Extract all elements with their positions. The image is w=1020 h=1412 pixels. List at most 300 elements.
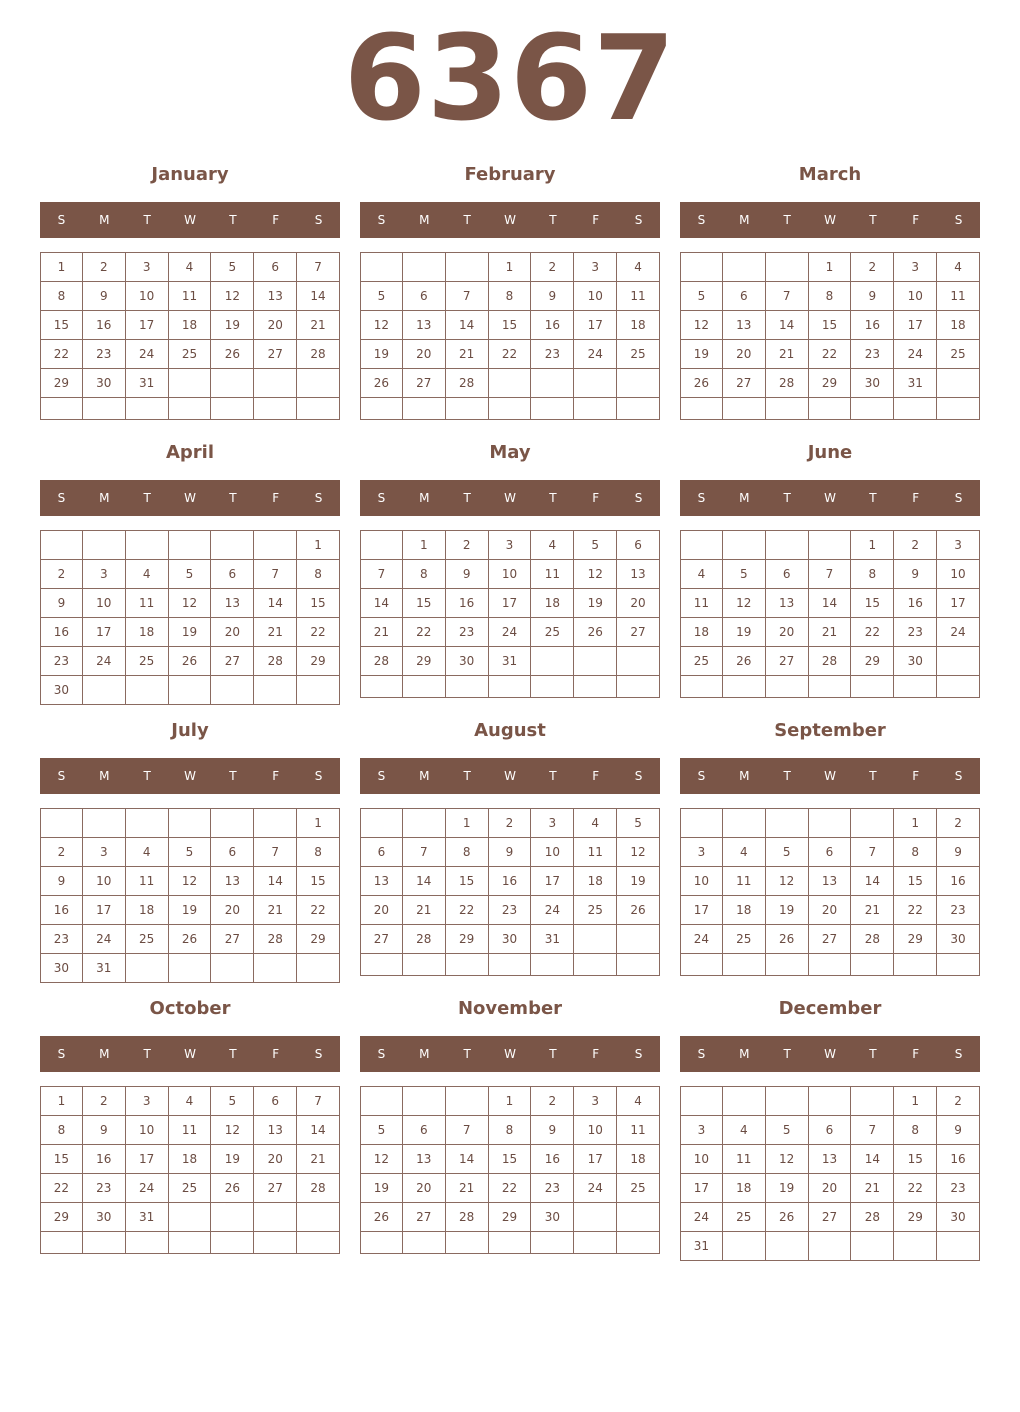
day-cell: 28 <box>851 1203 894 1232</box>
empty-day-cell <box>40 1232 83 1254</box>
day-cell: 19 <box>766 1174 809 1203</box>
empty-day-cell <box>297 398 340 420</box>
day-grid <box>680 252 980 420</box>
day-cell: 7 <box>809 560 852 589</box>
empty-day-cell <box>446 954 489 976</box>
day-cell: 20 <box>403 1174 446 1203</box>
day-cell: 4 <box>574 808 617 838</box>
day-cell: 30 <box>894 647 937 676</box>
weekday-label: S <box>314 769 323 783</box>
day-cell: 24 <box>126 340 169 369</box>
weekday-label: W <box>184 491 196 505</box>
day-grid <box>40 808 340 976</box>
empty-day-cell <box>617 925 660 954</box>
empty-day-cell <box>851 398 894 420</box>
day-cell: 12 <box>211 282 254 311</box>
empty-day-cell <box>531 676 574 698</box>
day-cell: 29 <box>809 369 852 398</box>
day-cell: 7 <box>851 838 894 867</box>
day-cell: 27 <box>809 1203 852 1232</box>
day-cell: 8 <box>894 1116 937 1145</box>
empty-day-cell <box>894 1232 937 1261</box>
day-cell: 28 <box>254 647 297 676</box>
empty-day-cell <box>83 676 126 705</box>
empty-day-cell <box>531 954 574 976</box>
day-cell: 15 <box>894 1145 937 1174</box>
weekday-label: S <box>57 769 66 783</box>
weekday-label: S <box>634 769 643 783</box>
empty-day-cell <box>360 954 403 976</box>
day-cell: 2 <box>489 808 532 838</box>
day-cell: 5 <box>766 1116 809 1145</box>
day-cell: 29 <box>297 647 340 676</box>
day-cell: 14 <box>446 1145 489 1174</box>
day-cell: 8 <box>403 560 446 589</box>
day-cell: 18 <box>126 618 169 647</box>
empty-day-cell <box>40 530 83 560</box>
day-cell: 5 <box>211 1086 254 1116</box>
day-cell: 17 <box>680 896 723 925</box>
day-cell: 27 <box>617 618 660 647</box>
day-cell: 25 <box>531 618 574 647</box>
weekday-header <box>40 1036 340 1072</box>
day-cell: 25 <box>126 647 169 676</box>
weekday-header <box>40 758 340 794</box>
day-cell: 15 <box>489 311 532 340</box>
weekday-label: T <box>143 769 151 783</box>
weekday-label: M <box>419 1047 430 1061</box>
empty-day-cell <box>169 676 212 705</box>
month-october <box>40 994 340 1256</box>
empty-day-cell <box>254 954 297 983</box>
day-cell: 4 <box>723 838 766 867</box>
weekday-label: S <box>377 769 386 783</box>
empty-day-cell <box>169 369 212 398</box>
day-cell: 23 <box>894 618 937 647</box>
empty-day-cell <box>617 676 660 698</box>
day-cell: 3 <box>126 252 169 282</box>
day-cell: 8 <box>489 282 532 311</box>
empty-day-cell <box>489 1232 532 1254</box>
day-cell: 12 <box>169 589 212 618</box>
day-cell: 22 <box>489 340 532 369</box>
empty-day-cell <box>83 398 126 420</box>
month-august <box>360 716 660 978</box>
weekday-label: M <box>99 1047 110 1061</box>
day-cell: 25 <box>617 1174 660 1203</box>
day-cell: 9 <box>851 282 894 311</box>
month-name: December <box>778 998 882 1019</box>
day-cell: 26 <box>574 618 617 647</box>
day-cell: 24 <box>680 925 723 954</box>
day-cell: 22 <box>851 618 894 647</box>
weekday-label: T <box>869 769 877 783</box>
day-cell: 4 <box>531 530 574 560</box>
empty-day-cell <box>40 808 83 838</box>
day-cell: 23 <box>937 1174 980 1203</box>
weekday-label: T <box>549 491 557 505</box>
day-cell: 21 <box>446 340 489 369</box>
weekday-label: T <box>229 769 237 783</box>
weekday-label: M <box>99 213 110 227</box>
empty-day-cell <box>211 808 254 838</box>
day-cell: 5 <box>169 560 212 589</box>
day-cell: 10 <box>894 282 937 311</box>
day-grid <box>40 1086 340 1254</box>
day-cell: 16 <box>531 311 574 340</box>
empty-day-cell <box>723 1232 766 1261</box>
day-cell: 4 <box>937 252 980 282</box>
day-cell: 25 <box>937 340 980 369</box>
empty-day-cell <box>126 808 169 838</box>
day-cell: 16 <box>40 896 83 925</box>
empty-day-cell <box>489 369 532 398</box>
empty-day-cell <box>40 398 83 420</box>
day-cell: 6 <box>360 838 403 867</box>
empty-day-cell <box>851 954 894 976</box>
day-cell: 1 <box>809 252 852 282</box>
day-cell: 2 <box>851 252 894 282</box>
weekday-label: W <box>504 1047 516 1061</box>
weekday-label: W <box>824 769 836 783</box>
empty-day-cell <box>211 1203 254 1232</box>
day-cell: 23 <box>40 925 83 954</box>
day-grid <box>360 530 660 698</box>
weekday-label: F <box>912 769 920 783</box>
empty-day-cell <box>169 1203 212 1232</box>
day-cell: 16 <box>83 1145 126 1174</box>
empty-day-cell <box>766 252 809 282</box>
day-cell: 1 <box>894 1086 937 1116</box>
month-may <box>360 438 660 700</box>
empty-day-cell <box>766 398 809 420</box>
day-cell: 22 <box>40 340 83 369</box>
weekday-label: S <box>377 213 386 227</box>
day-cell: 22 <box>446 896 489 925</box>
weekday-label: T <box>143 491 151 505</box>
day-cell: 2 <box>937 808 980 838</box>
empty-day-cell <box>360 676 403 698</box>
empty-day-cell <box>937 676 980 698</box>
day-cell: 27 <box>254 340 297 369</box>
weekday-label: T <box>229 491 237 505</box>
day-cell: 8 <box>297 560 340 589</box>
day-cell: 14 <box>297 1116 340 1145</box>
day-cell: 17 <box>574 1145 617 1174</box>
weekday-label: W <box>824 213 836 227</box>
day-cell: 4 <box>126 838 169 867</box>
day-cell: 9 <box>937 838 980 867</box>
day-cell: 17 <box>126 1145 169 1174</box>
empty-day-cell <box>574 369 617 398</box>
day-cell: 12 <box>360 311 403 340</box>
day-cell: 31 <box>126 369 169 398</box>
empty-day-cell <box>403 398 446 420</box>
empty-day-cell <box>809 1086 852 1116</box>
day-cell: 5 <box>360 1116 403 1145</box>
empty-day-cell <box>937 1232 980 1261</box>
day-cell: 6 <box>254 252 297 282</box>
day-cell: 15 <box>446 867 489 896</box>
empty-day-cell <box>809 1232 852 1261</box>
day-cell: 24 <box>894 340 937 369</box>
day-cell: 11 <box>680 589 723 618</box>
day-cell: 25 <box>126 925 169 954</box>
day-cell: 30 <box>851 369 894 398</box>
day-cell: 12 <box>211 1116 254 1145</box>
weekday-label: T <box>869 213 877 227</box>
day-cell: 4 <box>617 1086 660 1116</box>
empty-day-cell <box>83 1232 126 1254</box>
day-cell: 27 <box>360 925 403 954</box>
empty-day-cell <box>723 808 766 838</box>
empty-day-cell <box>680 252 723 282</box>
day-cell: 5 <box>360 282 403 311</box>
day-cell: 8 <box>489 1116 532 1145</box>
day-cell: 29 <box>40 1203 83 1232</box>
day-cell: 19 <box>360 340 403 369</box>
day-cell: 14 <box>254 589 297 618</box>
day-cell: 15 <box>297 867 340 896</box>
day-cell: 18 <box>617 1145 660 1174</box>
day-cell: 10 <box>574 1116 617 1145</box>
day-cell: 16 <box>531 1145 574 1174</box>
day-cell: 27 <box>809 925 852 954</box>
day-cell: 19 <box>211 1145 254 1174</box>
day-cell: 4 <box>617 252 660 282</box>
day-cell: 19 <box>617 867 660 896</box>
day-cell: 16 <box>83 311 126 340</box>
day-cell: 9 <box>531 282 574 311</box>
day-cell: 15 <box>894 867 937 896</box>
day-cell: 3 <box>574 252 617 282</box>
day-cell: 2 <box>446 530 489 560</box>
empty-day-cell <box>169 530 212 560</box>
day-cell: 19 <box>574 589 617 618</box>
day-cell: 15 <box>851 589 894 618</box>
empty-day-cell <box>169 398 212 420</box>
day-cell: 13 <box>403 1145 446 1174</box>
day-cell: 10 <box>531 838 574 867</box>
empty-day-cell <box>126 676 169 705</box>
day-cell: 7 <box>360 560 403 589</box>
day-cell: 10 <box>126 282 169 311</box>
empty-day-cell <box>894 398 937 420</box>
weekday-label: T <box>783 1047 791 1061</box>
empty-day-cell <box>297 369 340 398</box>
day-cell: 23 <box>446 618 489 647</box>
empty-day-cell <box>851 1086 894 1116</box>
day-cell: 9 <box>937 1116 980 1145</box>
day-cell: 12 <box>169 867 212 896</box>
weekday-label: M <box>739 213 750 227</box>
day-cell: 24 <box>126 1174 169 1203</box>
day-cell: 27 <box>766 647 809 676</box>
weekday-label: S <box>634 1047 643 1061</box>
day-cell: 13 <box>766 589 809 618</box>
empty-day-cell <box>680 398 723 420</box>
day-cell: 28 <box>766 369 809 398</box>
day-cell: 5 <box>574 530 617 560</box>
day-cell: 21 <box>254 618 297 647</box>
weekday-label: T <box>463 1047 471 1061</box>
day-cell: 27 <box>211 925 254 954</box>
day-cell: 1 <box>297 808 340 838</box>
weekday-header <box>680 202 980 238</box>
empty-day-cell <box>809 398 852 420</box>
weekday-label: W <box>504 213 516 227</box>
day-cell: 10 <box>680 1145 723 1174</box>
day-cell: 7 <box>297 1086 340 1116</box>
empty-day-cell <box>126 954 169 983</box>
weekday-label: T <box>869 1047 877 1061</box>
day-cell: 29 <box>851 647 894 676</box>
month-april <box>40 438 340 700</box>
empty-day-cell <box>83 808 126 838</box>
day-cell: 14 <box>254 867 297 896</box>
day-cell: 27 <box>254 1174 297 1203</box>
day-cell: 20 <box>360 896 403 925</box>
day-cell: 14 <box>766 311 809 340</box>
empty-day-cell <box>446 252 489 282</box>
empty-day-cell <box>766 808 809 838</box>
day-cell: 20 <box>254 311 297 340</box>
day-cell: 1 <box>40 252 83 282</box>
day-cell: 1 <box>40 1086 83 1116</box>
empty-day-cell <box>254 398 297 420</box>
empty-day-cell <box>83 530 126 560</box>
weekday-header <box>360 1036 660 1072</box>
day-cell: 6 <box>403 1116 446 1145</box>
weekday-label: F <box>272 213 280 227</box>
day-cell: 29 <box>489 1203 532 1232</box>
day-cell: 10 <box>574 282 617 311</box>
empty-day-cell <box>680 1086 723 1116</box>
day-grid <box>40 530 340 698</box>
empty-day-cell <box>360 530 403 560</box>
day-cell: 17 <box>489 589 532 618</box>
day-cell: 18 <box>937 311 980 340</box>
day-cell: 24 <box>489 618 532 647</box>
day-cell: 22 <box>297 618 340 647</box>
weekday-label: M <box>739 769 750 783</box>
weekday-label: F <box>592 213 600 227</box>
day-cell: 7 <box>254 838 297 867</box>
weekday-label: M <box>739 1047 750 1061</box>
empty-day-cell <box>531 1232 574 1254</box>
weekday-label: S <box>634 213 643 227</box>
empty-day-cell <box>809 530 852 560</box>
month-january <box>40 160 340 422</box>
empty-day-cell <box>617 1232 660 1254</box>
day-cell: 5 <box>211 252 254 282</box>
day-cell: 31 <box>83 954 126 983</box>
empty-day-cell <box>254 808 297 838</box>
day-cell: 9 <box>446 560 489 589</box>
empty-day-cell <box>766 954 809 976</box>
day-cell: 6 <box>723 282 766 311</box>
day-cell: 11 <box>126 867 169 896</box>
day-cell: 15 <box>297 589 340 618</box>
day-cell: 13 <box>254 282 297 311</box>
weekday-label: S <box>314 213 323 227</box>
day-cell: 23 <box>531 1174 574 1203</box>
day-cell: 25 <box>617 340 660 369</box>
weekday-label: T <box>783 213 791 227</box>
day-cell: 20 <box>766 618 809 647</box>
day-cell: 25 <box>723 925 766 954</box>
day-cell: 28 <box>446 1203 489 1232</box>
weekday-label: T <box>463 769 471 783</box>
day-cell: 24 <box>83 647 126 676</box>
day-cell: 30 <box>531 1203 574 1232</box>
day-cell: 15 <box>809 311 852 340</box>
weekday-label: T <box>783 769 791 783</box>
day-cell: 16 <box>937 867 980 896</box>
day-cell: 11 <box>169 1116 212 1145</box>
day-cell: 14 <box>297 282 340 311</box>
day-cell: 15 <box>403 589 446 618</box>
empty-day-cell <box>617 369 660 398</box>
weekday-label: S <box>634 491 643 505</box>
day-cell: 12 <box>766 1145 809 1174</box>
empty-day-cell <box>446 398 489 420</box>
day-cell: 6 <box>809 838 852 867</box>
empty-day-cell <box>574 398 617 420</box>
day-cell: 13 <box>809 867 852 896</box>
empty-day-cell <box>211 530 254 560</box>
month-name: February <box>464 164 556 185</box>
day-cell: 7 <box>851 1116 894 1145</box>
day-cell: 12 <box>574 560 617 589</box>
day-cell: 4 <box>169 1086 212 1116</box>
day-cell: 1 <box>851 530 894 560</box>
day-cell: 4 <box>680 560 723 589</box>
day-cell: 11 <box>723 1145 766 1174</box>
weekday-header <box>360 480 660 516</box>
day-cell: 3 <box>83 560 126 589</box>
empty-day-cell <box>894 676 937 698</box>
day-cell: 14 <box>360 589 403 618</box>
day-cell: 23 <box>40 647 83 676</box>
day-cell: 26 <box>360 369 403 398</box>
day-cell: 23 <box>531 340 574 369</box>
day-cell: 26 <box>680 369 723 398</box>
day-cell: 26 <box>766 925 809 954</box>
day-cell: 21 <box>851 896 894 925</box>
day-cell: 29 <box>40 369 83 398</box>
weekday-label: S <box>954 769 963 783</box>
empty-day-cell <box>211 1232 254 1254</box>
empty-day-cell <box>617 398 660 420</box>
month-february <box>360 160 660 422</box>
empty-day-cell <box>894 954 937 976</box>
day-cell: 21 <box>297 1145 340 1174</box>
empty-day-cell <box>297 954 340 983</box>
day-cell: 14 <box>403 867 446 896</box>
day-cell: 26 <box>617 896 660 925</box>
day-cell: 22 <box>297 896 340 925</box>
day-cell: 23 <box>83 1174 126 1203</box>
empty-day-cell <box>360 1232 403 1254</box>
day-cell: 3 <box>937 530 980 560</box>
day-cell: 18 <box>723 896 766 925</box>
empty-day-cell <box>126 530 169 560</box>
empty-day-cell <box>723 530 766 560</box>
day-cell: 18 <box>574 867 617 896</box>
day-cell: 29 <box>894 1203 937 1232</box>
empty-day-cell <box>446 676 489 698</box>
